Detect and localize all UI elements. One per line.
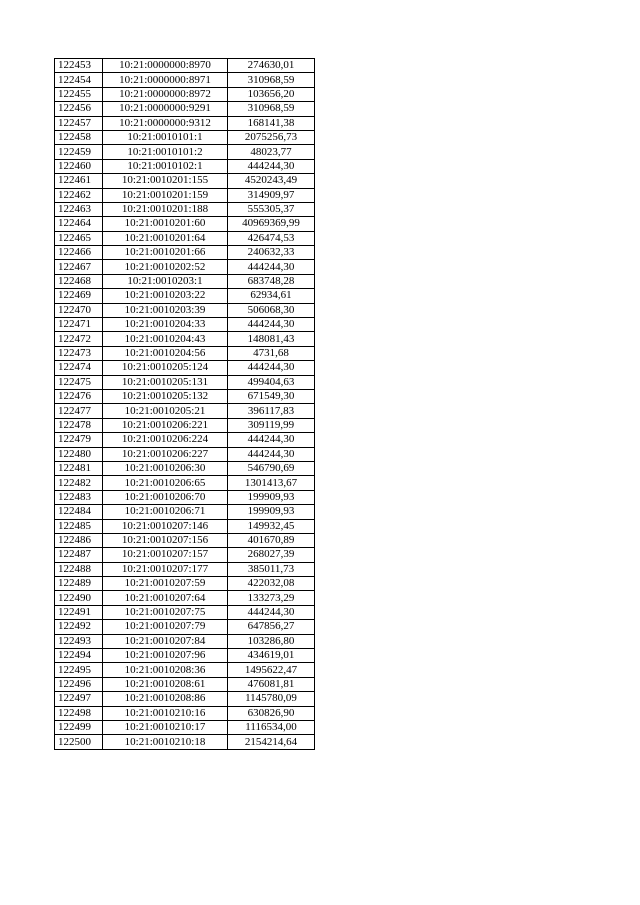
cadastral-number-cell: 10:21:0010205:132 — [103, 389, 228, 403]
row-number-cell: 122481 — [55, 461, 103, 475]
cadastral-number-cell: 10:21:0010205:21 — [103, 404, 228, 418]
cadastral-number-cell: 10:21:0010210:16 — [103, 706, 228, 720]
table-row — [55, 303, 315, 317]
row-number-cell: 122454 — [55, 73, 103, 87]
table-row — [55, 260, 315, 274]
table-row — [55, 735, 315, 749]
value-cell: 444244,30 — [228, 605, 315, 619]
cadastral-number-cell: 10:21:0010210:18 — [103, 735, 228, 749]
cadastral-number-cell: 10:21:0010202:52 — [103, 260, 228, 274]
table-row — [55, 476, 315, 490]
table-row — [55, 188, 315, 202]
value-cell: 444244,30 — [228, 447, 315, 461]
value-cell: 401670,89 — [228, 533, 315, 547]
cadastral-number-cell: 10:21:0010207:177 — [103, 562, 228, 576]
table-row — [55, 332, 315, 346]
row-number-cell: 122488 — [55, 562, 103, 576]
cadastral-number-cell: 10:21:0010207:157 — [103, 548, 228, 562]
row-number-cell: 122472 — [55, 332, 103, 346]
row-number-cell: 122491 — [55, 605, 103, 619]
table-row — [55, 562, 315, 576]
row-number-cell: 122459 — [55, 145, 103, 159]
row-number-cell: 122470 — [55, 303, 103, 317]
cadastral-number-cell: 10:21:0010207:64 — [103, 591, 228, 605]
value-cell: 396117,83 — [228, 404, 315, 418]
cadastral-number-cell: 10:21:0010206:71 — [103, 505, 228, 519]
cadastral-number-cell: 10:21:0010201:159 — [103, 188, 228, 202]
value-cell: 4731,68 — [228, 346, 315, 360]
value-cell: 310968,59 — [228, 73, 315, 87]
row-number-cell: 122475 — [55, 375, 103, 389]
value-cell: 2075256,73 — [228, 130, 315, 144]
table-row — [55, 274, 315, 288]
table-row — [55, 649, 315, 663]
table-row — [55, 174, 315, 188]
cadastral-number-cell: 10:21:0010207:79 — [103, 620, 228, 634]
table-row — [55, 548, 315, 562]
row-number-cell: 122465 — [55, 231, 103, 245]
cadastral-number-cell: 10:21:0010206:221 — [103, 418, 228, 432]
cadastral-number-cell: 10:21:0010210:17 — [103, 720, 228, 734]
cadastral-number-cell: 10:21:0010208:61 — [103, 677, 228, 691]
value-cell: 274630,01 — [228, 59, 315, 73]
table-row — [55, 605, 315, 619]
cadastral-number-cell: 10:21:0010206:224 — [103, 433, 228, 447]
row-number-cell: 122477 — [55, 404, 103, 418]
row-number-cell: 122462 — [55, 188, 103, 202]
row-number-cell: 122471 — [55, 318, 103, 332]
table-row — [55, 634, 315, 648]
table-row — [55, 289, 315, 303]
table-row — [55, 692, 315, 706]
value-cell: 434619,01 — [228, 649, 315, 663]
cadastral-number-cell: 10:21:0010207:84 — [103, 634, 228, 648]
value-cell: 444244,30 — [228, 433, 315, 447]
value-cell: 199909,93 — [228, 505, 315, 519]
table-row — [55, 404, 315, 418]
row-number-cell: 122457 — [55, 116, 103, 130]
row-number-cell: 122464 — [55, 217, 103, 231]
row-number-cell: 122489 — [55, 577, 103, 591]
table-row — [55, 720, 315, 734]
table-row — [55, 677, 315, 691]
value-cell: 444244,30 — [228, 361, 315, 375]
cadastral-number-cell: 10:21:0010205:131 — [103, 375, 228, 389]
table-row — [55, 461, 315, 475]
row-number-cell: 122478 — [55, 418, 103, 432]
table-row — [55, 433, 315, 447]
value-cell: 103656,20 — [228, 87, 315, 101]
value-cell: 4520243,49 — [228, 174, 315, 188]
cadastral-number-cell: 10:21:0010206:70 — [103, 490, 228, 504]
value-cell: 683748,28 — [228, 274, 315, 288]
value-cell: 1145780,09 — [228, 692, 315, 706]
table-row — [55, 591, 315, 605]
table-row — [55, 159, 315, 173]
cadastral-value-table — [54, 58, 315, 750]
row-number-cell: 122469 — [55, 289, 103, 303]
table-row — [55, 361, 315, 375]
cadastral-number-cell: 10:21:0010205:124 — [103, 361, 228, 375]
cadastral-number-cell: 10:21:0010101:2 — [103, 145, 228, 159]
row-number-cell: 122485 — [55, 519, 103, 533]
value-cell: 546790,69 — [228, 461, 315, 475]
row-number-cell: 122455 — [55, 87, 103, 101]
table-row — [55, 102, 315, 116]
row-number-cell: 122473 — [55, 346, 103, 360]
cadastral-number-cell: 10:21:0000000:8972 — [103, 87, 228, 101]
cadastral-number-cell: 10:21:0010201:64 — [103, 231, 228, 245]
cadastral-number-cell: 10:21:0010207:96 — [103, 649, 228, 663]
value-cell: 1116534,00 — [228, 720, 315, 734]
value-cell: 168141,38 — [228, 116, 315, 130]
value-cell: 148081,43 — [228, 332, 315, 346]
value-cell: 647856,27 — [228, 620, 315, 634]
table-row — [55, 87, 315, 101]
cadastral-number-cell: 10:21:0010201:66 — [103, 246, 228, 260]
value-cell: 499404,63 — [228, 375, 315, 389]
value-cell: 48023,77 — [228, 145, 315, 159]
table-row — [55, 73, 315, 87]
cadastral-number-cell: 10:21:0010207:75 — [103, 605, 228, 619]
row-number-cell: 122474 — [55, 361, 103, 375]
table-body — [55, 59, 315, 750]
value-cell: 476081,81 — [228, 677, 315, 691]
row-number-cell: 122466 — [55, 246, 103, 260]
value-cell: 385011,73 — [228, 562, 315, 576]
value-cell: 1301413,67 — [228, 476, 315, 490]
cadastral-number-cell: 10:21:0000000:8970 — [103, 59, 228, 73]
table-row — [55, 577, 315, 591]
table-row — [55, 505, 315, 519]
cadastral-number-cell: 10:21:0010207:156 — [103, 533, 228, 547]
cadastral-number-cell: 10:21:0010203:22 — [103, 289, 228, 303]
row-number-cell: 122492 — [55, 620, 103, 634]
value-cell: 310968,59 — [228, 102, 315, 116]
table-row — [55, 375, 315, 389]
table-row — [55, 389, 315, 403]
value-cell: 309119,99 — [228, 418, 315, 432]
cadastral-number-cell: 10:21:0010204:33 — [103, 318, 228, 332]
row-number-cell: 122479 — [55, 433, 103, 447]
cadastral-number-cell: 10:21:0010203:39 — [103, 303, 228, 317]
row-number-cell: 122467 — [55, 260, 103, 274]
value-cell: 314909,97 — [228, 188, 315, 202]
value-cell: 2154214,64 — [228, 735, 315, 749]
row-number-cell: 122500 — [55, 735, 103, 749]
row-number-cell: 122456 — [55, 102, 103, 116]
value-cell: 103286,80 — [228, 634, 315, 648]
cadastral-number-cell: 10:21:0010201:60 — [103, 217, 228, 231]
row-number-cell: 122461 — [55, 174, 103, 188]
value-cell: 199909,93 — [228, 490, 315, 504]
row-number-cell: 122483 — [55, 490, 103, 504]
table-row — [55, 418, 315, 432]
value-cell: 268027,39 — [228, 548, 315, 562]
cadastral-number-cell: 10:21:0000000:9291 — [103, 102, 228, 116]
row-number-cell: 122486 — [55, 533, 103, 547]
cadastral-number-cell: 10:21:0010208:36 — [103, 663, 228, 677]
cadastral-number-cell: 10:21:0010102:1 — [103, 159, 228, 173]
table-row — [55, 246, 315, 260]
value-cell: 62934,61 — [228, 289, 315, 303]
cadastral-number-cell: 10:21:0010208:86 — [103, 692, 228, 706]
row-number-cell: 122496 — [55, 677, 103, 691]
row-number-cell: 122460 — [55, 159, 103, 173]
row-number-cell: 122499 — [55, 720, 103, 734]
cadastral-number-cell: 10:21:0010201:155 — [103, 174, 228, 188]
row-number-cell: 122468 — [55, 274, 103, 288]
table-row — [55, 620, 315, 634]
cadastral-number-cell: 10:21:0010206:227 — [103, 447, 228, 461]
cadastral-number-cell: 10:21:0000000:8971 — [103, 73, 228, 87]
row-number-cell: 122494 — [55, 649, 103, 663]
value-cell: 444244,30 — [228, 318, 315, 332]
row-number-cell: 122453 — [55, 59, 103, 73]
value-cell: 40969369,99 — [228, 217, 315, 231]
table-row — [55, 59, 315, 73]
value-cell: 422032,08 — [228, 577, 315, 591]
value-cell: 444244,30 — [228, 159, 315, 173]
row-number-cell: 122458 — [55, 130, 103, 144]
table-row — [55, 318, 315, 332]
cadastral-number-cell: 10:21:0010206:65 — [103, 476, 228, 490]
cadastral-number-cell: 10:21:0010101:1 — [103, 130, 228, 144]
cadastral-number-cell: 10:21:0010201:188 — [103, 202, 228, 216]
row-number-cell: 122482 — [55, 476, 103, 490]
row-number-cell: 122476 — [55, 389, 103, 403]
table-row — [55, 447, 315, 461]
value-cell: 506068,30 — [228, 303, 315, 317]
value-cell: 133273,29 — [228, 591, 315, 605]
row-number-cell: 122480 — [55, 447, 103, 461]
table-row — [55, 130, 315, 144]
value-cell: 555305,37 — [228, 202, 315, 216]
table-row — [55, 490, 315, 504]
value-cell: 444244,30 — [228, 260, 315, 274]
value-cell: 630826,90 — [228, 706, 315, 720]
cadastral-number-cell: 10:21:0010206:30 — [103, 461, 228, 475]
cadastral-number-cell: 10:21:0010203:1 — [103, 274, 228, 288]
row-number-cell: 122493 — [55, 634, 103, 648]
value-cell: 1495622,47 — [228, 663, 315, 677]
row-number-cell: 122497 — [55, 692, 103, 706]
table-row — [55, 346, 315, 360]
value-cell: 426474,53 — [228, 231, 315, 245]
row-number-cell: 122490 — [55, 591, 103, 605]
cadastral-number-cell: 10:21:0010204:43 — [103, 332, 228, 346]
row-number-cell: 122484 — [55, 505, 103, 519]
row-number-cell: 122498 — [55, 706, 103, 720]
table-row — [55, 145, 315, 159]
table-row — [55, 533, 315, 547]
cadastral-number-cell: 10:21:0000000:9312 — [103, 116, 228, 130]
table-row — [55, 663, 315, 677]
table-row — [55, 231, 315, 245]
value-cell: 240632,33 — [228, 246, 315, 260]
table-row — [55, 116, 315, 130]
row-number-cell: 122495 — [55, 663, 103, 677]
row-number-cell: 122487 — [55, 548, 103, 562]
cadastral-number-cell: 10:21:0010204:56 — [103, 346, 228, 360]
table-row — [55, 217, 315, 231]
cadastral-number-cell: 10:21:0010207:146 — [103, 519, 228, 533]
table-row — [55, 202, 315, 216]
table-row — [55, 519, 315, 533]
value-cell: 671549,30 — [228, 389, 315, 403]
value-cell: 149932,45 — [228, 519, 315, 533]
cadastral-number-cell: 10:21:0010207:59 — [103, 577, 228, 591]
row-number-cell: 122463 — [55, 202, 103, 216]
table-row — [55, 706, 315, 720]
